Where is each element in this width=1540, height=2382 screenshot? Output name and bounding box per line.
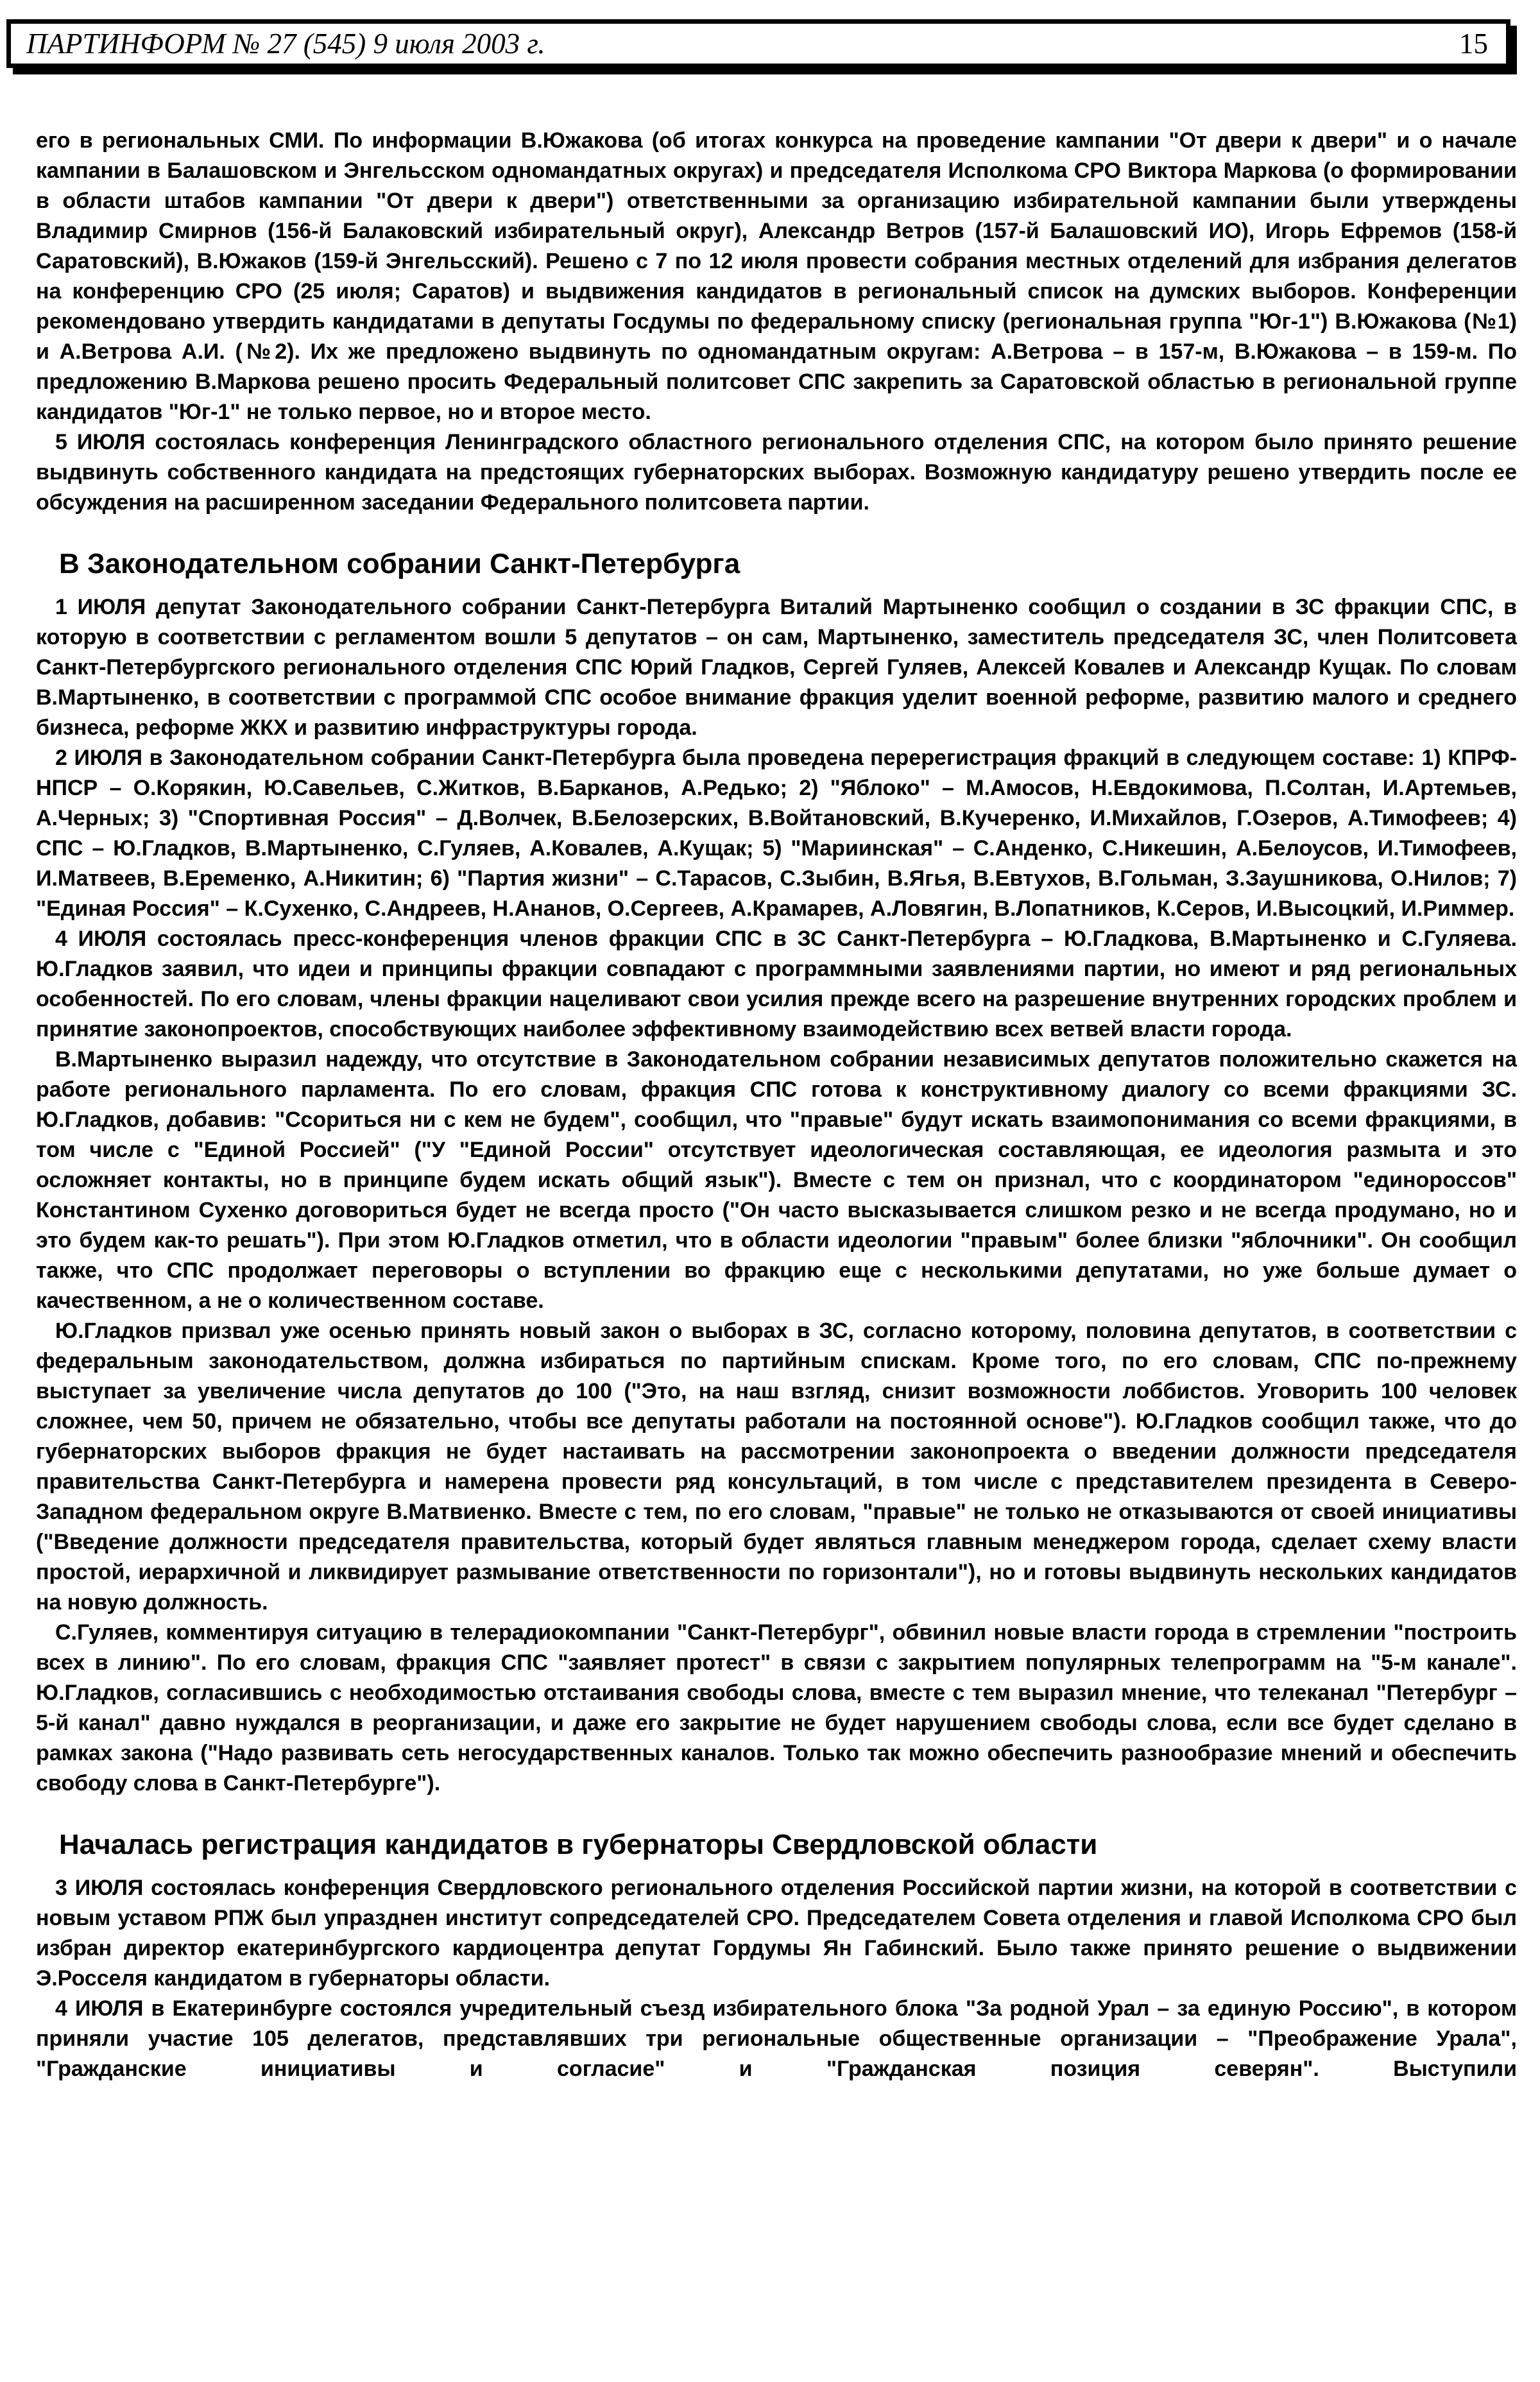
body-paragraph: В.Мартыненко выразил надежду, что отсутствие в Законодательном собрании независимых депутатов положительно скажется на работе регионального парламента. По его словам, фракция СПС готова к конструктивному диалогу со всеми фракциями ЗС. Ю.Гладков, добавив: "Ссориться ни с кем не будем", сообщил, что "правые" будут искать взаимопонимания со всеми фракциями, в том числе с "Единой Россией" ("У "Единой России" отсутствует идеологическая составляющая, ее идеология размыта и это осложняет контакты, но в принципе будем искать общий язык"). Вместе с тем он признал, что с координатором "единороссов" Константином Сухенко договориться будет не всегда просто ("Он часто высказывается слишком резко и не всегда продумано, но и это будем как-то решать"). При этом Ю.Гладков отметил, что в области идеологии "правым" более близки "яблочники". Он сообщил также, что СПС продолжает переговоры о вступлении во фракцию еще с несколькими депутатами, но уже больше думает о качественном, а не о количественном составе. — [36, 1047, 1517, 1313]
body-paragraph-cutoff: 4 ИЮЛЯ в Екатеринбурге состоялся учредительный съезд избирательного блока "За родной Урал – за единую Россию", в котором приняли участие 105 делегатов, представлявших три региональные общественные организации – "Преображение Урала", "Гражданские инициативы и согласие" и "Гражданская позиция северян". Выступили — [36, 1996, 1517, 2081]
article-body — [36, 126, 1517, 2084]
body-paragraph: С.Гуляев, комментируя ситуацию в телерадиокомпании "Санкт-Петербург", обвинил новые власти города в стремлении "построить всех в линию". По его словам, фракция СПС "заявляет протест" в связи с закрытием популярных телепрограмм на "5-м канале". Ю.Гладков, согласившись с необходимостью отстаивания свободы слова, вместе с тем выразил мнение, что телеканал "Петербург – 5-й канал" давно нуждался в реорганизации, и даже его закрытие не будет нарушением свободы слова, если все будет сделано в рамках закона ("Надо развивать сеть негосударственных каналов. Только так можно обеспечить разнообразие мнений и обеспечить свободу слова в Санкт-Петербурге"). — [36, 1620, 1517, 1795]
section-heading-zaks-spb: В Законодательном собрании Санкт-Петербурга — [59, 548, 740, 579]
section-heading-sverdlovsk-governor: Началась регистрация кандидатов в губернаторы Свердловской области — [59, 1829, 1098, 1860]
body-paragraph: Ю.Гладков призвал уже осенью принять новый закон о выборах в ЗС, согласно которому, половина депутатов, в соответствии с федеральным законодательством, должна избираться по партийным спискам. Кроме того, по его словам, СПС по-прежнему выступает за увеличение числа депутатов до 100 ("Это, на наш взгляд, снизит возможности лоббистов. Уговорить 100 человек сложнее, чем 50, причем не обязательно, чтобы все депутаты работали на постоянной основе"). Ю.Гладков сообщил также, что до губернаторских выборов фракция не будет настаивать на рассмотрении законопроекта о введении должности председателя правительства Санкт-Петербурга и намерена провести ряд консультаций, в том числе с представителем президента в Северо-Западном федеральном округе В.Матвиенко. Вместе с тем, по его словам, "правые" не только не отказываются от своей инициативы ("Введение должности председателя правительства, который будет являться главным менеджером города, сделает схему власти простой, иерархичной и ликвидирует размывание ответственности по горизонтали"), но и готовы выдвинуть нескольких кандидатов на новую должность. — [36, 1319, 1517, 1615]
body-paragraph: 3 ИЮЛЯ состоялась конференция Свердловского регионального отделения Российской партии жизни, на которой в соответствии с новым уставом РПЖ был упразднен институт сопредседателей СРО. Председателем Совета отделения и главой Исполкома СРО был избран директор екатеринбургского кардиоцентра депутат Гордумы Ян Габинский. Было также принято решение о выдвижении Э.Росселя кандидатом в губернаторы области. — [36, 1876, 1517, 1991]
body-paragraph: 4 ИЮЛЯ состоялась пресс-конференция членов фракции СПС в ЗС Санкт-Петербурга – Ю.Гладкова, В.Мартыненко и С.Гуляева. Ю.Гладков заявил, что идеи и принципы фракции совпадают с программными заявлениями партии, но имеют и ряд региональных особенностей. По его словам, члены фракции нацеливают свои усилия прежде всего на разрешение внутренних городских проблем и принятие законопроектов, способствующих наиболее эффективному взаимодействию всех ветвей власти города. — [36, 927, 1517, 1041]
issue-title: ПАРТИНФОРМ № 27 (545) 9 июля 2003 г. — [26, 28, 545, 60]
body-paragraph: 1 ИЮЛЯ депутат Законодательного собрании Санкт-Петербурга Виталий Мартыненко сообщил о создании в ЗС фракции СПС, в которую в соответствии с регламентом вошли 5 депутатов – он сам, Мартыненко, заместитель председателя ЗС, член Политсовета Санкт-Петербургского регионального отделения СПС Юрий Гладков, Сергей Гуляев, Алексей Ковалев и Александр Кущак. По словам В.Мартыненко, в соответствии с программой СПС особое внимание фракция уделит военной реформе, развитию малого и среднего бизнеса, реформе ЖКХ и развитию инфраструктуры города. — [36, 595, 1517, 740]
body-paragraph: 2 ИЮЛЯ в Законодательном собрании Санкт-Петербурга была проведена перерегистрация фракций в следующем составе: 1) КПРФ-НПСР – О.Корякин, Ю.Савельев, С.Житков, В.Барканов, А.Редько; 2) "Яблоко" – М.Амосов, Н.Евдокимова, П.Солтан, И.Артемьев, А.Черных; 3) "Спортивная Россия" – Д.Волчек, В.Белозерских, В.Войтановский, В.Кучеренко, И.Михайлов, Г.Озеров, А.Тимофеев; 4) СПС – Ю.Гладков, В.Мартыненко, С.Гуляев, А.Ковалев, А.Кущак; 5) "Мариинская" – С.Анденко, С.Никешин, А.Белоусов, И.Тимофеев, И.Матвеев, В.Еременко, А.Никитин; 6) "Партия жизни" – С.Тарасов, С.Зыбин, В.Ягья, В.Евтухов, В.Гольман, З.Заушникова, О.Нилов; 7) "Единая Россия" – К.Сухенко, С.Андреев, Н.Ананов, О.Сергеев, А.Крамарев, А.Ловягин, В.Лопатников, К.Серов, И.Высоцкий, И.Риммер. — [36, 746, 1517, 921]
page-number: 15 — [1459, 28, 1488, 60]
masthead-box — [6, 19, 1510, 68]
body-paragraph-continuation: его в региональных СМИ. По информации В.Южакова (об итогах конкурса на проведение кампании "От двери к двери" и о начале кампании в Балашовском и Энгельсском одномандатных округах) и председателя Исполкома СРО Виктора Маркова (о формировании в области штабов кампании "От двери к двери") ответственными за организацию избирательной кампании были утверждены Владимир Смирнов (156-й Балаковский избирательный округ), Александр Ветров (157-й Балашовский ИО), Игорь Ефремов (158-й Саратовский), В.Южаков (159-й Энгельсский). Решено с 7 по 12 июля провести собрания местных отделений для избрания делегатов на конференцию СРО (25 июля; Саратов) и выдвижения кандидатов в региональный список на думских выборов. Конференции рекомендовано утвердить кандидатами в депутаты Госдумы по федеральному списку (региональная группа "Юг-1") В.Южакова (№1) и А.Ветрова А.И. (№2). Их же предложено выдвинуть по одномандатным округам: А.Ветрова – в 157-м, В.Южакова – в 159-м. По предложению В.Маркова решено просить Федеральный политсовет СПС закрепить за Саратовской областью в региональной группе кандидатов "Юг-1" не только первое, но и второе место. — [36, 128, 1517, 424]
body-paragraph: 5 ИЮЛЯ состоялась конференция Ленинградского областного регионального отделения СПС, на котором было принято решение выдвинуть собственного кандидата на предстоящих губернаторских выборах. Возможную кандидатуру решено утвердить после ее обсуждения на расширенном заседании Федерального политсовета партии. — [36, 430, 1517, 515]
